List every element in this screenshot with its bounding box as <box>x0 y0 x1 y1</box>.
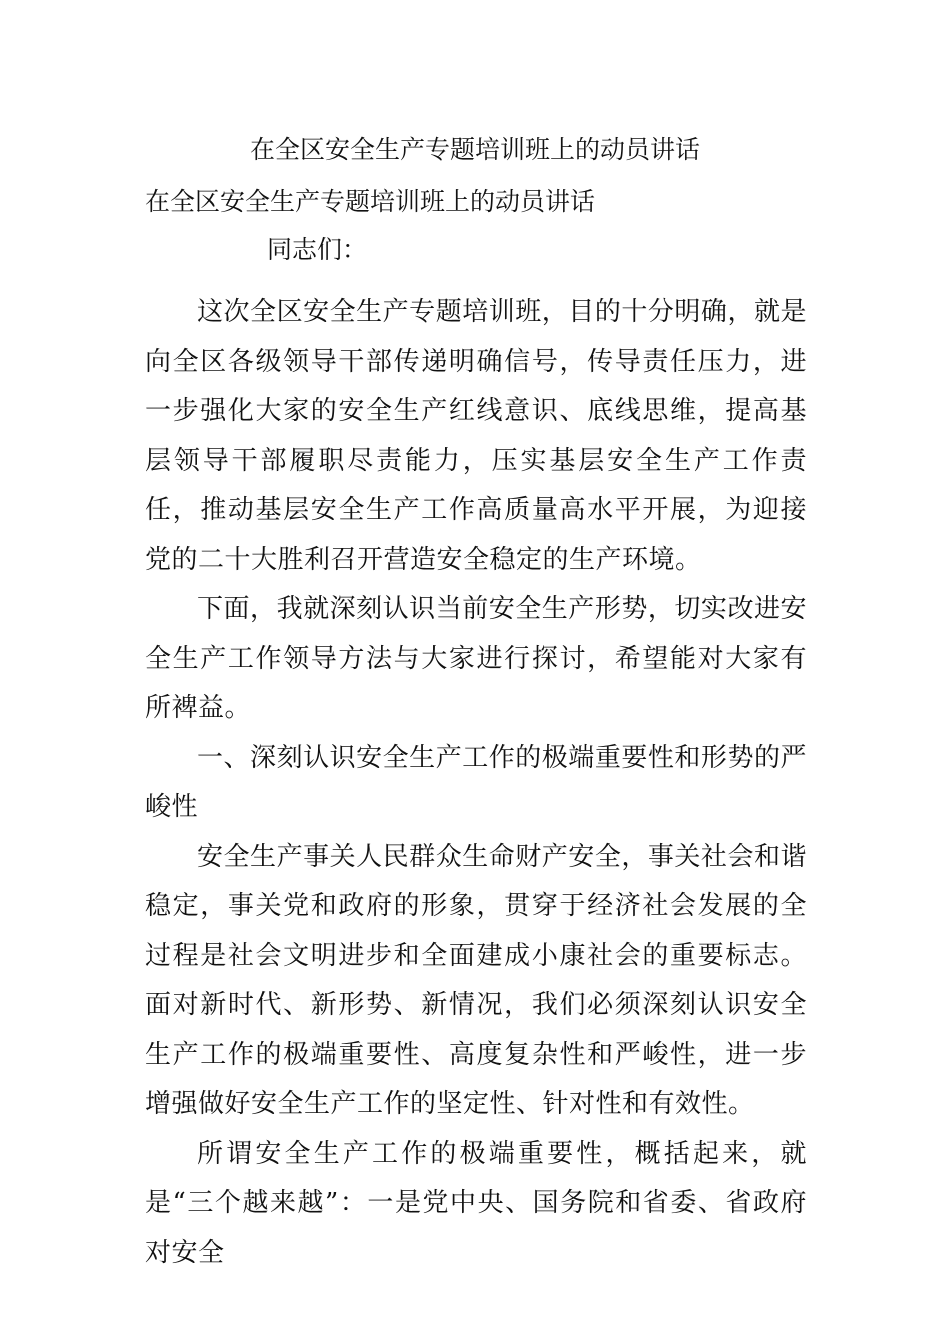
paragraph-intro: 这次全区安全生产专题培训班，目的十分明确，就是向全区各级领导干部传递明确信号，传导责任压力，进一步强化大家的安全生产红线意识、底线思维，提高基层领导干部履职尽责能力，压实基层安全生产工作责任，推动基层安全生产工作高质量高水平开展，为迎接党的二十大胜利召开营造安全稳定的生产环境。 <box>145 297 807 575</box>
paragraph-importance: 安全生产事关人民群众生命财产安全，事关社会和谐稳定，事关党和政府的形象，贯穿于经济社会发展的全过程是社会文明进步和全面建成小康社会的重要标志。面对新时代、新形势、新情况，我们必须深刻认识安全生产工作的极端重要性、高度复杂性和严峻性，进一步增强做好安全生产工作的坚定性、针对性和有效性。 <box>145 841 807 1119</box>
document-title: 在全区安全生产专题培训班上的动员讲话 <box>249 135 700 164</box>
section-heading-1: 一、深刻认识安全生产工作的极端重要性和形势的严峻性 <box>145 742 807 822</box>
paragraph-three-increasing: 所谓安全生产工作的极端重要性，概括起来，就是“三个越来越”：一是党中央、国务院和省委、省政府对安全 <box>145 1138 807 1268</box>
document-body <box>145 178 807 1278</box>
paragraph-purpose: 下面，我就深刻认识当前安全生产形势，切实改进安全生产工作领导方法与大家进行探讨，希望能对大家有所裨益。 <box>145 594 807 723</box>
document-subtitle: 在全区安全生产专题培训班上的动员讲话 <box>145 187 596 216</box>
salutation: 同志们： <box>267 235 368 264</box>
